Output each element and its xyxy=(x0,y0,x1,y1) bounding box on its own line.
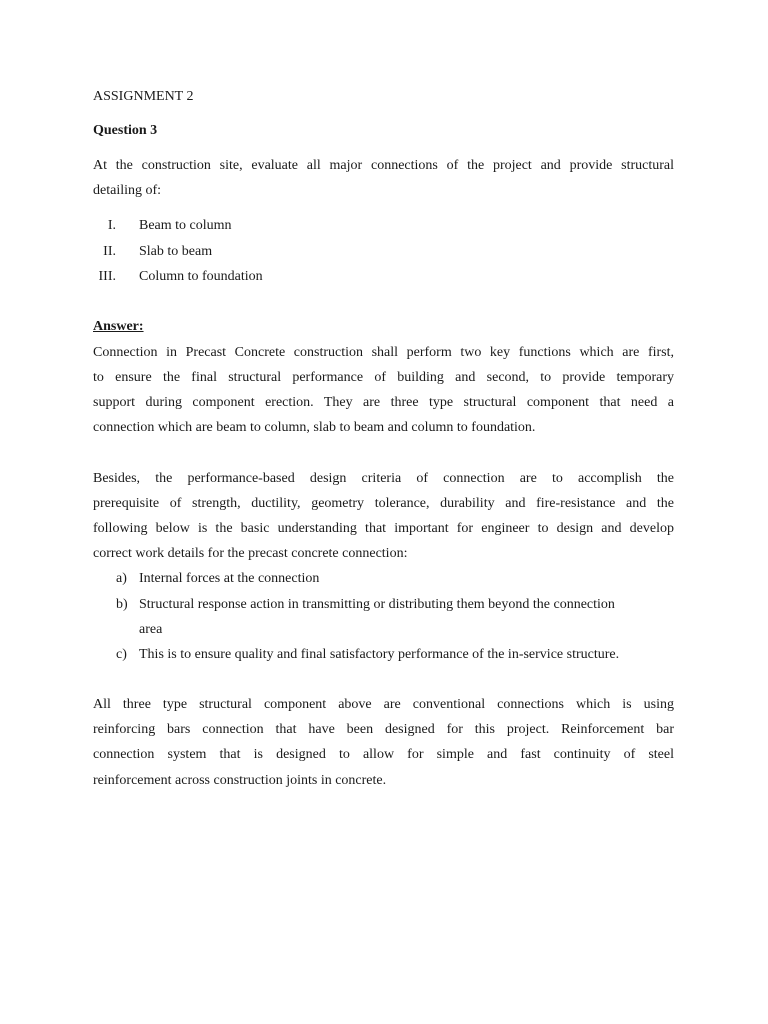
alpha-item-text: This is to ensure quality and final satisfactory performance of the in-service structure. xyxy=(139,647,620,662)
alpha-marker: c) xyxy=(116,647,127,662)
paragraph-line: Besides, the performance-based design criteria of connection are to accomplish the xyxy=(93,471,674,486)
paragraph-line: All three type structural component above are conventional connections which is using xyxy=(93,697,674,712)
roman-item-text: Beam to column xyxy=(139,218,232,233)
alpha-marker: b) xyxy=(116,597,128,612)
paragraph-line: correct work details for the precast concrete connection: xyxy=(93,546,408,561)
paragraph-line: following below is the basic understanding that important for engineer to design and develop xyxy=(93,521,674,536)
paragraph-line: Connection in Precast Concrete construction shall perform two key functions which are first, xyxy=(93,345,674,360)
paragraph-line: prerequisite of strength, ductility, geometry tolerance, durability and fire-resistance and the xyxy=(93,496,674,511)
roman-item-text: Slab to beam xyxy=(139,244,213,259)
question-heading: Question 3 xyxy=(93,123,158,138)
roman-marker: II. xyxy=(103,244,116,259)
answer-heading: Answer: xyxy=(93,319,144,334)
alpha-marker: a) xyxy=(116,571,127,586)
alpha-item-text: area xyxy=(139,622,163,637)
roman-marker: I. xyxy=(107,218,116,233)
paragraph-line: support during component erection. They are three type structural component that need a xyxy=(93,395,674,410)
paragraph-line: connection which are beam to column, slab to beam and column to foundation. xyxy=(93,420,536,435)
roman-marker: III. xyxy=(98,269,116,284)
question-text-line: At the construction site, evaluate all major connections of the project and provide structural xyxy=(93,158,674,173)
assignment-title: ASSIGNMENT 2 xyxy=(93,89,194,104)
paragraph-line: to ensure the final structural performance of building and second, to provide temporary xyxy=(93,370,674,385)
alpha-item-text: Internal forces at the connection xyxy=(139,571,320,586)
alpha-item-text: Structural response action in transmitting or distributing them beyond the connection xyxy=(139,597,615,612)
paragraph-line: connection system that is designed to allow for simple and fast continuity of steel xyxy=(93,747,674,762)
paragraph-line: reinforcing bars connection that have been designed for this project. Reinforcement bar xyxy=(93,722,674,737)
roman-item-text: Column to foundation xyxy=(139,269,263,284)
paragraph-line: reinforcement across construction joints in concrete. xyxy=(93,773,387,788)
question-text-line: detailing of: xyxy=(93,183,162,198)
